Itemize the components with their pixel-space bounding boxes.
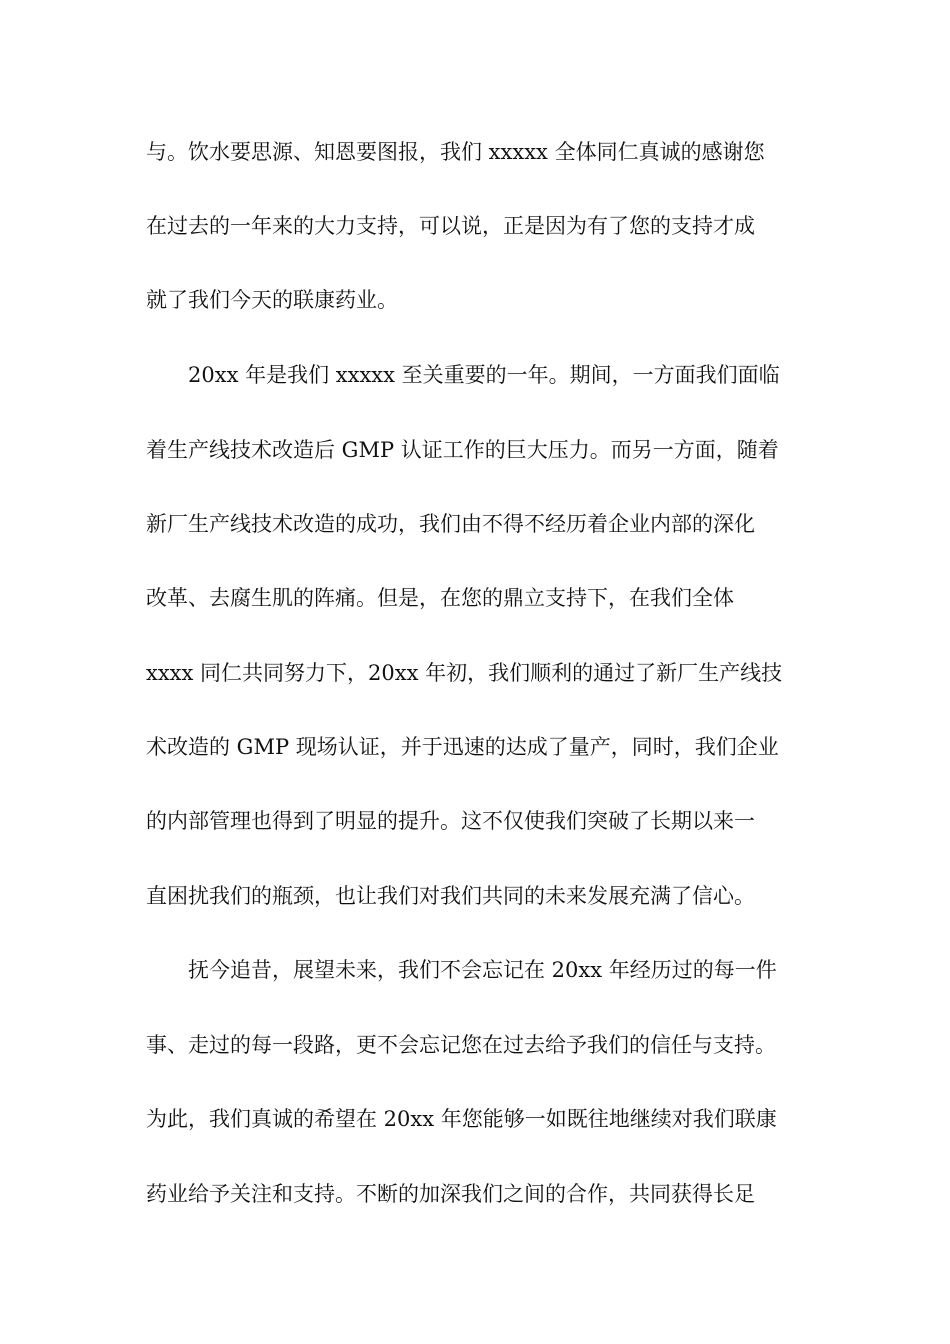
text-line: 直困扰我们的瓶颈，也让我们对我们共同的未来发展充满了信心。 xyxy=(146,884,755,908)
text-line: xxxx 同仁共同努力下，20xx 年初，我们顺利的通过了新厂生产线技 xyxy=(146,661,783,685)
text-line: 20xx 年是我们 xxxxx 至关重要的一年。期间，一方面我们面临 xyxy=(188,363,780,387)
text-line: 为此，我们真诚的希望在 20xx 年您能够一如既往地继续对我们联康 xyxy=(146,1107,777,1131)
text-line: 事、走过的每一段路，更不会忘记您在过去给予我们的信任与支持。 xyxy=(146,1033,776,1057)
text-line: 抚今追昔，展望未来，我们不会忘记在 20xx 年经历过的每一件 xyxy=(188,958,777,982)
text-line: 与。饮水要思源、知恩要图报，我们 xxxxx 全体同仁真诚的感谢您 xyxy=(146,140,765,164)
text-line: 着生产线技术改造后 GMP 认证工作的巨大压力。而另一方面，随着 xyxy=(146,438,779,462)
text-line: 改革、去腐生肌的阵痛。但是，在您的鼎立支持下，在我们全体 xyxy=(146,586,734,610)
text-line: 就了我们今天的联康药业。 xyxy=(146,288,398,312)
text-line: 新厂生产线技术改造的成功，我们由不得不经历着企业内部的深化 xyxy=(146,512,755,536)
text-line: 的内部管理也得到了明显的提升。这不仅使我们突破了长期以来一 xyxy=(146,809,755,833)
text-line: 药业给予关注和支持。不断的加深我们之间的合作，共同获得长足 xyxy=(146,1182,755,1206)
text-line: 在过去的一年来的大力支持，可以说，正是因为有了您的支持才成 xyxy=(146,214,755,238)
text-line: 术改造的 GMP 现场认证，并于迅速的达成了量产，同时，我们企业 xyxy=(146,735,779,759)
